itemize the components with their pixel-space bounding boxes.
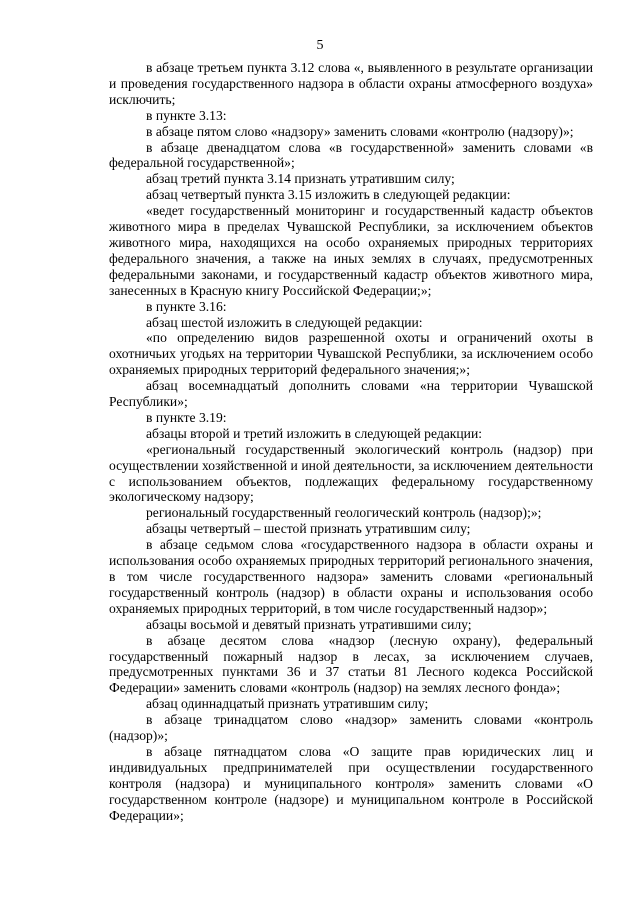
paragraph: абзац одиннадцатый признать утратившим силу; [146,696,429,712]
paragraph: в абзаце тринадцатом слово «надзор» заменить словами «контроль (надзор)»; [109,712,593,744]
paragraph: абзацы второй и третий изложить в следующей редакции: [146,425,482,441]
paragraph: «по определению видов разрешенной охоты и ограничений охоты в охотничьих угодьях на территории Чувашской Республики, за исключением особо охраняемых природных территорий федерального значения;»; [109,330,593,378]
paragraph: в пункте 3.16: [146,298,227,314]
paragraph: абзац третий пункта 3.14 признать утратившим силу; [146,171,455,187]
paragraph: в пункте 3.13: [146,107,227,123]
paragraph: в абзаце пятом слово «надзору» заменить словами «контролю (надзору)»; [146,123,574,139]
paragraph: региональный государственный геологический контроль (надзор);»; [146,505,542,521]
paragraph: в абзаце пятнадцатом слова «О защите прав юридических лиц и индивидуальных предпринимателей при осуществлении государственного контроля (надзора) и муниципального контроля» заменить словами «О государственном контроле (надзоре) и муниципальном контроле в Российской Федерации»; [109,743,593,823]
paragraph: в абзаце третьем пункта 3.12 слова «, выявленного в результате организации и проведения государственного надзора в области охраны атмосферного воздуха» исключить; [109,60,593,107]
paragraph: абзацы восьмой и девятый признать утратившими силу; [146,616,472,632]
document-body [109,60,593,824]
paragraph: абзацы четвертый – шестой признать утратившим силу; [146,521,471,537]
paragraph: в абзаце седьмом слова «государственного надзора в области охраны и использования особо охраняемых природных территорий регионального значения, в том числе государственного надзора» заменить словами «региональный государственный контроль (надзор) в области охраны и использования особо охраняемых природных территорий, в том числе государственный надзор»; [109,537,593,616]
paragraph: абзац восемнадцатый дополнить словами «на территории Чувашской Республики»; [109,378,593,410]
paragraph: в пункте 3.19: [146,409,227,425]
paragraph: «ведет государственный мониторинг и государственный кадастр объектов животного мира в пределах Чувашской Республики, за исключением объектов животного мира, находящихся на особо охраняемых природных территориях федерального значения, а также на иных землях в случаях, предусмотренных федеральными законами, и государственный кадастр объектов животного мира, занесенных в Красную книгу Российской Федерации;»; [109,203,593,298]
paragraph: абзац шестой изложить в следующей редакции: [146,314,423,330]
paragraph: в абзаце двенадцатом слова «в государственной» заменить словами «в федеральной государственной»; [109,139,593,171]
paragraph: абзац четвертый пункта 3.15 изложить в следующей редакции: [146,187,511,203]
page-number: 5 [316,38,324,53]
paragraph: в абзаце десятом слова «надзор (лесную охрану), федеральный государственный пожарный надзор в лесах, за исключением случаев, предусмотренных пунктами 36 и 37 статьи 81 Лесного кодекса Российской Федерации» заменить словами «контроль (надзор) на землях лесного фонда»; [109,632,593,696]
paragraph: «региональный государственный экологический контроль (надзор) при осуществлении хозяйственной и иной деятельности, за исключением деятельности с использованием объектов, подлежащих федеральному государственному экологическому надзору; [109,441,593,505]
